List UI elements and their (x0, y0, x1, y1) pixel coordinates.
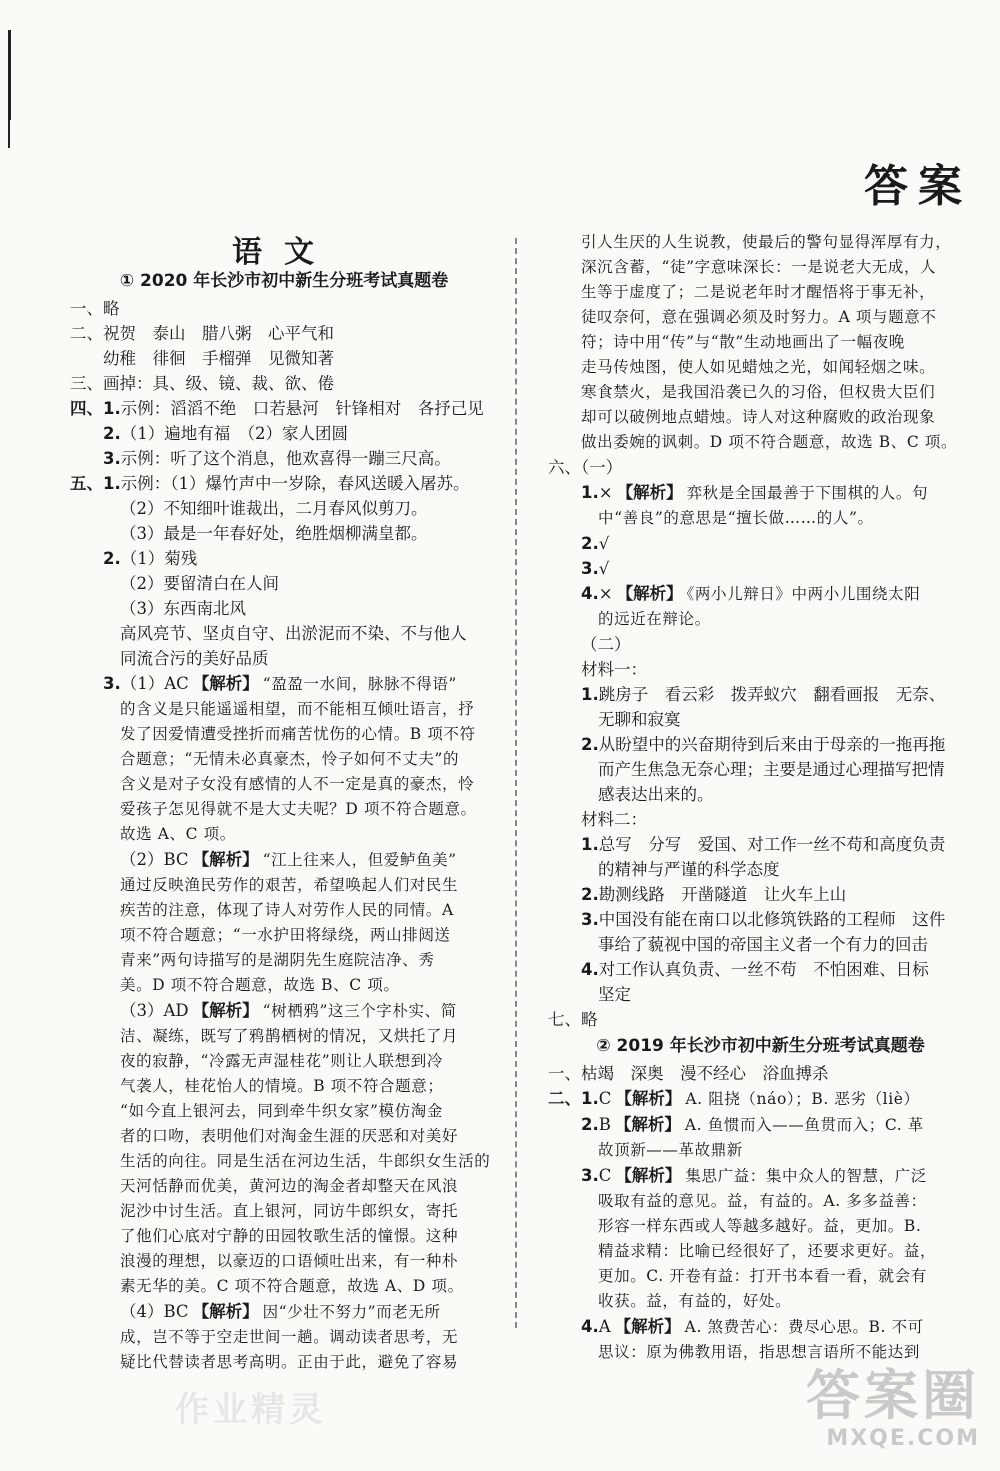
analysis-label: 【解析】 (615, 1089, 682, 1108)
line-text: 生活的向往。同是生活在河边生活，牛郎织女生活的 (120, 1152, 491, 1170)
line-text: C (598, 1089, 612, 1108)
answer-line (548, 882, 973, 907)
item-number: 2. (581, 735, 599, 754)
line-text: 项不符合题意；“一水护田将绿绕，两山排闼送 (120, 926, 451, 944)
section-title (70, 269, 498, 294)
answer-line (70, 822, 498, 847)
item-number: 3. (581, 1166, 599, 1185)
answer-line (70, 1174, 498, 1199)
analysis-text: 因“少壮不努力”而老无所 (262, 1303, 441, 1321)
answer-line (548, 430, 973, 455)
line-text: 故顶新——革故鼎新 (598, 1141, 743, 1159)
answer-line (70, 471, 498, 496)
answer-line (70, 1274, 498, 1299)
answer-line (548, 1163, 973, 1189)
line-text: 二、祝贺 泰山 腊八粥 心平气和 (70, 324, 334, 343)
answer-line (70, 873, 498, 898)
line-text: 无聊和寂寞 (598, 710, 681, 729)
line-text: 三、画掉：具、级、镜、裁、欲、倦 (70, 374, 334, 393)
line-text: 示例：滔滔不绝 口若悬河 针锋相对 各抒己见 (120, 399, 484, 418)
line-text: 七、略 (548, 1010, 598, 1029)
line-text: 事给了藐视中国的帝国主义者一个有力的回击 (598, 935, 928, 954)
line-text: 的含义是只能遥遥相望，而不能相互倾吐语言，抒 (120, 700, 475, 718)
answer-line (548, 1289, 973, 1314)
answer-line (70, 898, 498, 923)
answer-line (548, 405, 973, 430)
answer-line (70, 346, 498, 371)
item-number: 2. (581, 885, 599, 904)
answer-line (70, 421, 498, 446)
analysis-label: 【解析】 (615, 1166, 682, 1185)
item-number: 2. (103, 549, 121, 568)
answer-line (548, 682, 973, 707)
answer-line (70, 747, 498, 772)
line-text: （3）东西南北风 (120, 599, 246, 618)
line-text: 合题意；“无情未必真豪杰，怜子如何不丈夫”的 (120, 750, 460, 768)
analysis-text: “盈盈一水间，脉脉不得语” (262, 675, 457, 693)
answer-line (548, 1214, 973, 1239)
line-text: 吸取有益的意见。益，有益的。A. 多多益善： (598, 1192, 927, 1210)
item-number: 3. (581, 559, 599, 578)
answer-line (548, 857, 973, 882)
line-text: 对工作认真负责、一丝不苟 不怕困难、日标 (598, 960, 929, 979)
analysis-label: 【解析】 (192, 850, 259, 869)
watermark-stamp: 作业精灵 (175, 1390, 327, 1430)
answer-line (548, 957, 973, 982)
column-divider (515, 238, 517, 1328)
line-text: 总写 分写 爱国、对工作一丝不苟和高度负责 (598, 835, 946, 854)
answer-line (548, 280, 973, 305)
line-text: （2）不知细叶谁裁出，二月春风似剪刀。 (120, 499, 428, 518)
line-text: A (598, 1317, 611, 1336)
answer-line (70, 1249, 498, 1274)
answer-line (548, 982, 973, 1007)
answer-line (70, 546, 498, 571)
left-column (70, 230, 498, 1375)
item-number: 1. (581, 835, 599, 854)
answer-line (548, 1061, 973, 1086)
item-number: 3. (103, 449, 121, 468)
line-text: 发了因爱情遭受挫折而痛苦忧伤的心情。B 项不符 (120, 725, 476, 743)
answer-line (70, 1199, 498, 1224)
watermark-url: MXQE.COM (826, 1426, 980, 1451)
line-text: √ (598, 559, 610, 578)
line-text: 深沉含蓄，“徒”字意味深长：一是说老大无成，人 (581, 258, 937, 276)
line-text: 材料二： (581, 810, 647, 829)
analysis-text: 弈秋是全国最善于下围棋的人。句 (686, 484, 929, 502)
line-text: “如今直上银河去，同到牵牛织女家”模仿淘金 (120, 1102, 443, 1120)
line-text: 高风亮节、坚贞自守、出淤泥而不染、不与他人 (120, 624, 467, 643)
line-text: （3）AD (120, 1001, 189, 1020)
analysis-text: A. 鱼惯而入——鱼贯而入；C. 革 (684, 1116, 924, 1134)
answer-line (548, 632, 973, 657)
line-text: 从盼望中的兴奋期待到后来由于母亲的一拖再拖 (598, 735, 946, 754)
answer-line (70, 621, 498, 646)
line-text: 中国没有能在南口以北修筑铁路的工程师 这件 (598, 910, 946, 929)
answer-line (548, 932, 973, 957)
answer-line (70, 1299, 498, 1325)
answer-line (548, 1340, 973, 1365)
item-number: 二、1. (548, 1089, 599, 1108)
answer-line (548, 581, 973, 607)
analysis-text: A. 阻挠（náo）；B. 恶劣（liè） (685, 1090, 920, 1108)
item-number: 1. (581, 483, 599, 502)
line-text: 素无华的美。C 项不符合题意，故选 A、D 项。 (120, 1277, 464, 1295)
answer-line (548, 1239, 973, 1264)
line-text: √ (598, 534, 610, 553)
edge-mark-bottom (8, 118, 10, 148)
answer-line (70, 396, 498, 421)
answer-line (548, 707, 973, 732)
answer-line (548, 330, 973, 355)
line-text: 中“善良”的意思是“擅长做……的人”。 (598, 509, 874, 527)
answer-line (548, 807, 973, 832)
page-header-title: 答案 (864, 161, 972, 212)
item-number: 1. (581, 685, 599, 704)
line-text: 天河恬静而优美，黄河边的淘金者却整天在风浪 (120, 1177, 459, 1195)
answer-line (548, 1112, 973, 1138)
item-number: 3. (103, 674, 121, 693)
answer-line (548, 782, 973, 807)
answer-line (548, 1189, 973, 1214)
answer-line (548, 1314, 973, 1340)
answer-line (70, 722, 498, 747)
line-text: 做出委婉的讽刺。D 项不符合题意，故选 B、C 项。 (581, 433, 958, 451)
line-text: 成，岂不等于空走世间一趟。调动读者思考，无 (120, 1328, 459, 1346)
line-text: 泥沙中讨生活。直上银河，同访牛郎织女，寄托 (120, 1202, 459, 1220)
analysis-text: 《两小儿辩日》中两小儿围绕太阳 (686, 585, 921, 603)
answer-line (548, 355, 973, 380)
line-text: 坚定 (598, 985, 631, 1004)
answer-line (548, 832, 973, 857)
answer-line (548, 1007, 973, 1032)
item-number: 五、1. (70, 474, 121, 493)
line-text: 更加。C. 开卷有益：打开书本看一看，就会有 (598, 1267, 927, 1285)
line-text: 跳房子 看云彩 拨弄蚁穴 翻看画报 无奈、 (598, 685, 946, 704)
answer-line (548, 305, 973, 330)
line-text: 符；诗中用“传”与“散”生动地画出了一幅夜晚 (581, 333, 905, 351)
line-text: （3）最是一年春好处，绝胜烟柳满皇都。 (120, 524, 428, 543)
item-number: 2. (581, 534, 599, 553)
subject-title: 语文 (232, 235, 336, 270)
answer-line (70, 1049, 498, 1074)
answer-line (70, 1074, 498, 1099)
answer-line (70, 697, 498, 722)
line-text: 走马传烛图，使人如见蜡烛之光，如闻轻烟之味。 (581, 358, 936, 376)
answer-line (548, 556, 973, 581)
answer-line (70, 998, 498, 1024)
answer-line (70, 596, 498, 621)
answer-line (70, 797, 498, 822)
watermark-logo (750, 1366, 980, 1461)
line-text: 引人生厌的人生说教，使最后的警句显得浑厚有力， (581, 233, 952, 251)
edge-mark-top (8, 30, 11, 120)
answer-line (70, 521, 498, 546)
line-text: 幼稚 徘徊 手榴弹 见微知著 (103, 349, 334, 368)
answer-line (70, 446, 498, 471)
item-number: 4. (581, 1317, 599, 1336)
answer-line (70, 1350, 498, 1375)
answer-line (548, 1138, 973, 1163)
analysis-label: 【解析】 (192, 674, 259, 693)
line-text: 寒食禁火，是我国沿袭已久的习俗，但权贵大臣们 (581, 383, 936, 401)
line-text: 者的口吻，表明他们对淘金生涯的厌恶和对美好 (120, 1127, 459, 1145)
line-text: 疾苦的注意，体现了诗人对劳作人民的同情。A (120, 901, 454, 919)
answer-line (70, 1024, 498, 1049)
answer-line (548, 480, 973, 506)
line-text: × (598, 584, 613, 603)
answer-line (70, 671, 498, 697)
answer-line (548, 607, 973, 632)
answer-line (548, 255, 973, 280)
answer-line (70, 923, 498, 948)
answer-line (70, 973, 498, 998)
analysis-label: 【解析】 (616, 483, 683, 502)
line-text: 洁、凝练，既写了鸦鹊栖树的情况，又烘托了月 (120, 1027, 459, 1045)
answer-line (548, 230, 973, 255)
line-text: 徒叹奈何，意在强调必须及时努力。A 项与题意不 (581, 308, 937, 326)
answer-line (70, 496, 498, 521)
line-text: 思议：原为佛教用语，指思想言语所不能达到 (598, 1343, 921, 1361)
answer-line (70, 847, 498, 873)
line-text: 青来”两句诗描写的是湖阴先生庭院洁净、秀 (120, 951, 435, 969)
line-text: 的远近在辩论。 (598, 610, 711, 628)
analysis-label: 【解析】 (614, 1115, 681, 1134)
analysis-label: 【解析】 (192, 1001, 259, 1020)
section-title (548, 1034, 973, 1059)
line-text: 含义是对子女没有感情的人不一定是真的豪杰，怜 (120, 775, 475, 793)
analysis-label: 【解析】 (192, 1302, 259, 1321)
line-text: （二） (581, 635, 631, 654)
line-text: 材料一： (581, 660, 647, 679)
item-number: 4. (581, 584, 599, 603)
answer-line (70, 571, 498, 596)
line-text: 勘测线路 开凿隧道 让火车上山 (598, 885, 847, 904)
line-text: 却可以破例地点蜡烛。诗人对这种腐败的政治现象 (581, 408, 936, 426)
line-text: 浪漫的理想，以豪迈的口语倾吐出来，有一种朴 (120, 1252, 459, 1270)
line-text: × (598, 483, 613, 502)
analysis-text: 集思广益：集中众人的智慧，广泛 (685, 1167, 927, 1185)
analysis-text: A. 煞费苦心：费尽心思。B. 不可 (684, 1318, 924, 1336)
line-text: 收获。益，有益的，好处。 (598, 1292, 792, 1310)
line-text: C (598, 1166, 612, 1185)
line-text: （2）BC (120, 850, 189, 869)
analysis-label: 【解析】 (616, 584, 683, 603)
line-text: （1）AC (120, 674, 189, 693)
line-text: 气袭人，桂花怡人的情境。B 项不符合题意； (120, 1077, 444, 1095)
line-text: （2）要留清白在人间 (120, 574, 279, 593)
line-text: 了他们心底对宁静的田园牧歌生活的憧憬。这种 (120, 1227, 459, 1245)
answer-line (70, 296, 498, 321)
answer-line (70, 321, 498, 346)
analysis-label: 【解析】 (614, 1317, 681, 1336)
line-text: 一、略 (70, 299, 120, 318)
line-text: 示例：（1）爆竹声中一岁除，春风送暖入屠苏。 (120, 474, 470, 493)
answer-line (548, 1086, 973, 1112)
answer-line (548, 657, 973, 682)
line-text: 精益求精：比喻已经很好了，还要求更好。益， (598, 1242, 937, 1260)
line-text: 爱孩子怎见得就不是大丈夫呢？D 项不符合题意。 (120, 800, 477, 818)
answer-line (70, 646, 498, 671)
line-text: 示例：听了这个消息，他欢喜得一蹦三尺高。 (120, 449, 451, 468)
answer-line (548, 380, 973, 405)
answer-line (70, 772, 498, 797)
analysis-text: “树栖鸦”这三个字朴实、简 (262, 1002, 457, 1020)
answer-line (70, 1224, 498, 1249)
line-text: B (598, 1115, 611, 1134)
answer-line (548, 757, 973, 782)
line-text: ① 2020 年长沙市初中新生分班考试真题卷 (119, 271, 449, 291)
line-text: 六、（一） (548, 458, 623, 477)
answer-line (70, 1124, 498, 1149)
answer-line (70, 1099, 498, 1124)
line-text: 同流合污的美好品质 (120, 649, 269, 668)
line-text: 一、枯竭 深奥 漫不经心 浴血搏杀 (548, 1064, 829, 1083)
item-number: 3. (581, 910, 599, 929)
watermark-logo-text: 答案圈 (806, 1364, 980, 1427)
line-text: 生等于虚度了；二是说老年时才醒悟将于事无补， (581, 283, 936, 301)
line-text: 感表达出来的。 (598, 785, 714, 804)
line-text: （1）菊残 (120, 549, 198, 568)
item-number: 2. (103, 424, 121, 443)
line-text: （1）遍地有福 （2）家人团圆 (120, 424, 348, 443)
line-text: （4）BC (120, 1302, 189, 1321)
answer-line (548, 455, 973, 480)
item-number: 四、1. (70, 399, 121, 418)
answer-line (548, 506, 973, 531)
answer-line (70, 371, 498, 396)
line-text: 的精神与严谨的科学态度 (598, 860, 780, 879)
line-text: ② 2019 年长沙市初中新生分班考试真题卷 (596, 1036, 925, 1056)
item-number: 4. (581, 960, 599, 979)
line-text: 形容一样东西或人等越多越好。益，更加。B. (598, 1217, 922, 1235)
answer-line (548, 907, 973, 932)
line-text: 通过反映渔民劳作的艰苦，希望唤起人们对民生 (120, 876, 459, 894)
answer-line (70, 1149, 498, 1174)
answer-line (70, 1325, 498, 1350)
right-column (548, 230, 973, 1365)
line-text: 美。D 项不符合题意，故选 B、C 项。 (120, 976, 400, 994)
answer-line (70, 948, 498, 973)
answer-line (548, 531, 973, 556)
line-text: 夜的寂静，“冷露无声湿桂花”则让人联想到冷 (120, 1052, 443, 1070)
line-text: 疑比代替读者思考高明。正由于此，避免了容易 (120, 1353, 459, 1371)
answer-line (548, 732, 973, 757)
answer-line (548, 1264, 973, 1289)
analysis-text: “江上往来人，但爱鲈鱼美” (262, 851, 457, 869)
line-text: 故选 A、C 项。 (120, 825, 236, 843)
item-number: 2. (581, 1115, 599, 1134)
line-text: 而产生焦急无奈心理；主要是通过心理描写把情 (598, 760, 945, 779)
